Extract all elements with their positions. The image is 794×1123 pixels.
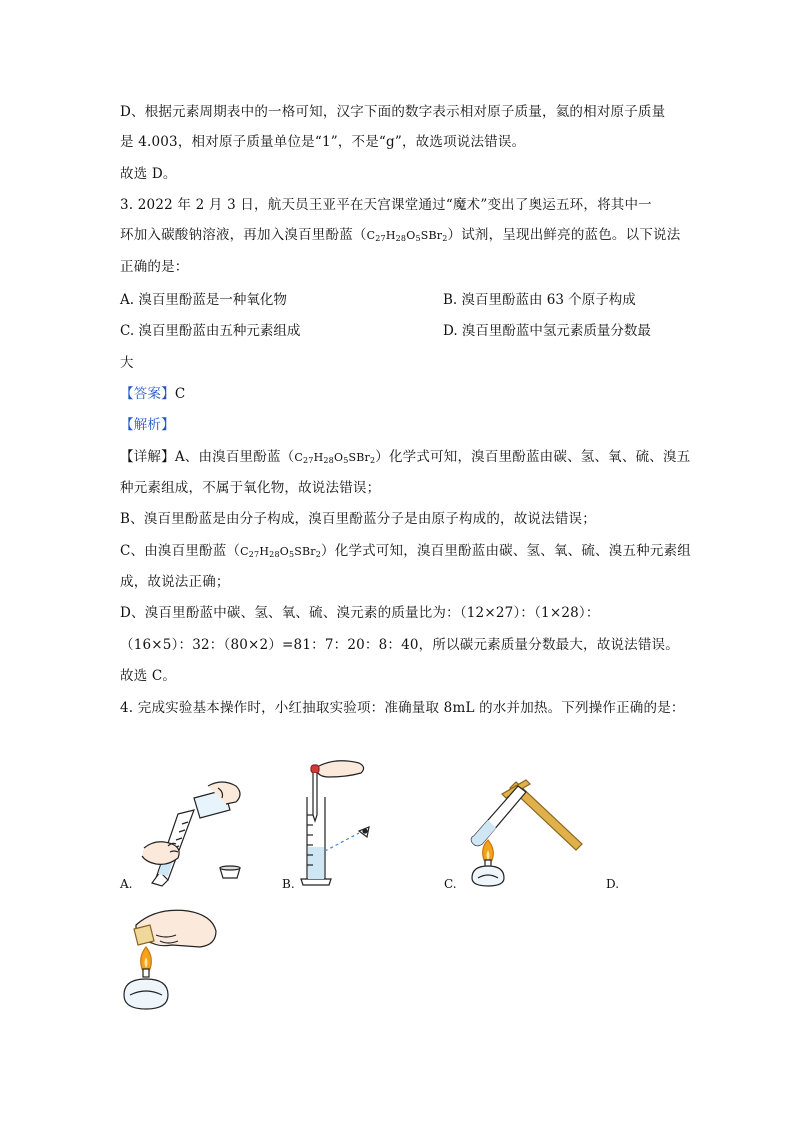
figure-a-label: A. bbox=[120, 877, 133, 891]
figure-d-label: D. bbox=[606, 877, 620, 891]
answer-value: C bbox=[174, 386, 186, 402]
q3-option-d-continued: 大 bbox=[120, 355, 134, 371]
q3-stem-line1: 3. 2022 年 2 月 3 日，航天员王亚平在天宫课堂通过“魔术”变出了奥运五环，将其中一 bbox=[120, 197, 652, 213]
figure-b-label: B. bbox=[282, 877, 295, 891]
q3-detail-b: B、溴百里酚蓝是由分子构成，溴百里酚蓝分子是由原子构成的，故说法错误； bbox=[120, 511, 596, 527]
formula: $C_{27}H_{28}O_5SBr_2$ bbox=[240, 545, 322, 559]
q3-option-d: D. 溴百里酚蓝中氢元素质量分数最 bbox=[443, 323, 651, 339]
q3-stem-line2-b: ）试剂，呈现出鲜亮的蓝色。以下说法 bbox=[447, 227, 681, 243]
prev-explanation-d-line2: 是 4.003，相对原子质量单位是“1”，不是“g”，故选项说法错误。 bbox=[120, 134, 526, 150]
q3-stem-line2 bbox=[120, 226, 680, 245]
figure-c-heating bbox=[466, 770, 596, 890]
formula: $C_{27}H_{28}O_5SBr_2$ bbox=[294, 451, 376, 465]
figure-d-lighting-lamp bbox=[116, 905, 226, 1015]
q3-stem-line3: 正确的是： bbox=[120, 259, 189, 275]
q3-detail-c-line1: C、由溴百里酚蓝$(C_{27}H_{28}O_5SBr_2)$化学式可知，溴百里酚蓝由碳、氢、氧、硫、溴五种元素组 bbox=[120, 543, 691, 559]
q3-detail-a-line2: 种元素组成，不属于氧化物，故说法错误； bbox=[120, 480, 381, 496]
prev-choice: 故选 D。 bbox=[120, 166, 177, 182]
prev-explanation-d-line1: D、根据元素周期表中的一格可知，汉字下面的数字表示相对原子质量，氦的相对原子质量 bbox=[120, 104, 666, 120]
q3-option-b: B. 溴百里酚蓝由 63 个原子构成 bbox=[443, 292, 636, 308]
q4-stem: 4. 完成实验基本操作时，小红抽取实验项：准确量取 8mL 的水并加热。下列操作正确的是： bbox=[120, 700, 685, 716]
q3-option-c: C. 溴百里酚蓝由五种元素组成 bbox=[120, 323, 301, 339]
formula: $C_{27}H_{28}O_5SBr_2$ bbox=[366, 229, 448, 243]
q3-detail-d-line1: D、溴百里酚蓝中碳、氢、氧、硫、溴元素的质量比为：（12×27）：（1×28）： bbox=[120, 605, 600, 621]
figure-a-pouring bbox=[138, 780, 258, 890]
q3-option-a: A. 溴百里酚蓝是一种氧化物 bbox=[120, 292, 287, 308]
figure-c-label: C. bbox=[444, 877, 457, 891]
figure-b-reading bbox=[295, 755, 405, 895]
q3-detail-a-line1: 【详解】A、由溴百里酚蓝$(C_{27}H_{28}O_5SBr_2)$化学式可知，溴百里酚蓝由碳、氢、氧、硫、溴五 bbox=[120, 449, 691, 465]
q3-choice: 故选 C。 bbox=[120, 668, 177, 684]
q3-analysis-tag: 【解析】 bbox=[120, 417, 175, 433]
answer-tag: 【答案】 bbox=[120, 386, 175, 402]
detail-tag: 【详解】 bbox=[120, 449, 175, 465]
q3-answer bbox=[120, 385, 185, 403]
q3-stem-line2-a: 环加入碳酸钠溶液，再加入溴百里酚蓝（ bbox=[120, 227, 367, 243]
q3-detail-c-line2: 成，故说法正确； bbox=[120, 574, 230, 590]
q3-detail-d-line2: （16×5）：32：（80×2）=81：7：20：8：40，所以碳元素质量分数最大，故说法错误。 bbox=[120, 637, 679, 653]
